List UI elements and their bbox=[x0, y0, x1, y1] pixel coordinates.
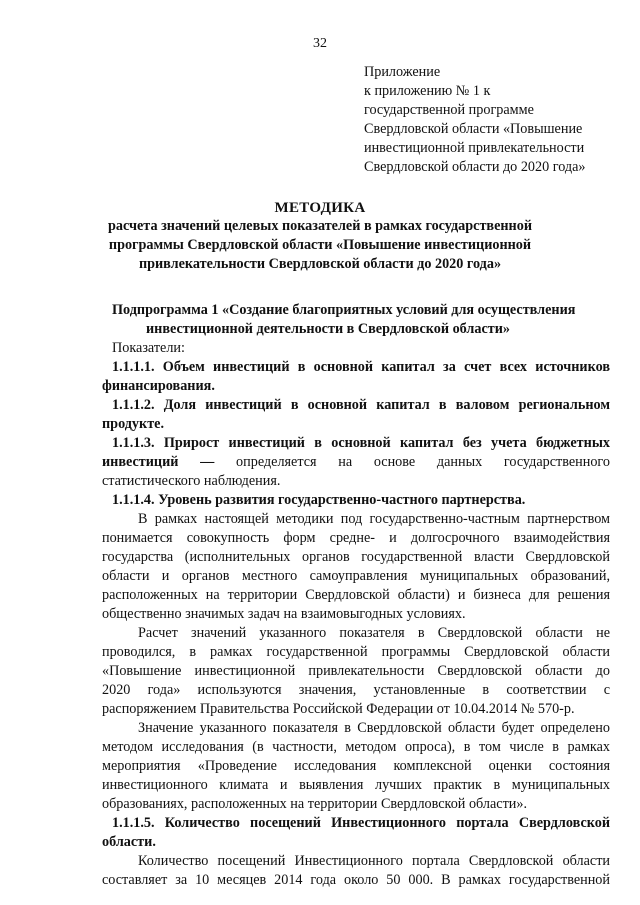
subtitle-line: расчета значений целевых показателей в рамках государственной bbox=[108, 218, 532, 234]
page-number: 32 bbox=[313, 36, 327, 51]
indicator-definition: определяется на основе данных государственного bbox=[214, 454, 610, 470]
indicator-heading: 1.1.1.3. Прирост инвестиций в основной капитал без учета бюджетных bbox=[112, 435, 610, 451]
indicator-heading bbox=[112, 358, 610, 377]
indicator-heading: 1.1.1.4. Уровень развития государственно-частного партнерства. bbox=[112, 492, 526, 508]
paragraph-line: методом исследования (в частности, методом опроса), в том числе в рамках bbox=[102, 739, 610, 755]
appendix-line: инвестиционной привлекательности bbox=[364, 140, 585, 156]
subprogram-heading-line: инвестиционной деятельности в Свердловской области» bbox=[146, 321, 511, 337]
paragraph-line: Значение указанного показателя в Свердловской области будет определено bbox=[138, 720, 610, 736]
paragraph-line: проводился, в рамках государственной программы Свердловской области bbox=[102, 644, 610, 660]
paragraph-line: 2020 года» используются значения, установленные в соответствии с bbox=[102, 682, 610, 698]
indicator-heading-cont: финансирования. bbox=[102, 378, 215, 394]
indicator-term: инвестиций — bbox=[102, 454, 215, 470]
paragraph-line: области и органов местного самоуправления муниципальных образований, bbox=[102, 568, 610, 584]
indicator-heading-cont: области. bbox=[102, 834, 156, 850]
subtitle-line: привлекательности Свердловской области до 2020 года» bbox=[138, 256, 502, 272]
document-title: МЕТОДИКА bbox=[274, 200, 366, 216]
indicators-label: Показатели: bbox=[112, 340, 185, 356]
indicator-text: 1.1.1.1. Объем инвестиций в основной капитал за счет всех источников bbox=[112, 359, 610, 375]
paragraph bbox=[102, 852, 610, 890]
paragraph-line: инвестиционного климата и выявления лучших практик в муниципальных bbox=[102, 777, 610, 793]
paragraph-line: Расчет значений указанного показателя в Свердловской области не bbox=[138, 625, 610, 641]
indicator-description bbox=[102, 453, 610, 472]
indicator-description-cont: статистического наблюдения. bbox=[102, 473, 281, 489]
paragraph-line: В рамках настоящей методики под государственно-частным партнерством bbox=[138, 511, 610, 527]
paragraph bbox=[102, 510, 610, 624]
paragraph-line: государства (исполнительных органов государственной власти Свердловской bbox=[102, 549, 610, 565]
paragraph-line: расположенных на территории Свердловской области) и бизнеса для решения bbox=[102, 587, 610, 603]
indicator-heading: 1.1.1.2. Доля инвестиций в основной капитал в валовом региональном bbox=[112, 397, 610, 413]
paragraph-line: распоряжением Правительства Российской Федерации от 10.04.2014 № 570-р. bbox=[102, 701, 575, 717]
subtitle-line: программы Свердловской области «Повышение инвестиционной bbox=[108, 237, 532, 253]
paragraph-line: мероприятия «Проведение исследования комплексной оценки состояния bbox=[102, 758, 610, 774]
appendix-note bbox=[364, 63, 586, 177]
document-subtitle bbox=[0, 217, 640, 274]
paragraph-line: понимается совокупность форм средне- и долгосрочного взаимодействия bbox=[102, 530, 610, 546]
appendix-line: Свердловской области до 2020 года» bbox=[364, 159, 586, 175]
paragraph-line: «Повышение инвестиционной привлекательности Свердловской области до bbox=[102, 663, 610, 679]
appendix-line: Свердловской области «Повышение bbox=[364, 121, 583, 137]
document-body bbox=[102, 301, 610, 890]
paragraph-line: Количество посещений Инвестиционного портала Свердловской области bbox=[138, 853, 610, 869]
paragraph bbox=[102, 719, 610, 814]
paragraph-line: составляет за 10 месяцев 2014 года около 50 000. В рамках государственной bbox=[102, 872, 610, 888]
paragraph-line: образованиях, расположенных на территории Свердловской области». bbox=[102, 796, 528, 812]
subprogram-heading-line: Подпрограмма 1 «Создание благоприятных условий для осуществления bbox=[112, 302, 576, 318]
appendix-line: государственной программе bbox=[364, 102, 534, 118]
appendix-line: Приложение bbox=[364, 64, 441, 80]
paragraph bbox=[102, 624, 610, 719]
indicator-heading: 1.1.1.5. Количество посещений Инвестиционного портала Свердловской bbox=[112, 815, 610, 831]
appendix-line: к приложению № 1 к bbox=[364, 83, 491, 99]
paragraph-line: общественно значимых задач на взаимовыгодных условиях. bbox=[102, 606, 466, 622]
indicator-heading-cont: продукте. bbox=[102, 416, 165, 432]
